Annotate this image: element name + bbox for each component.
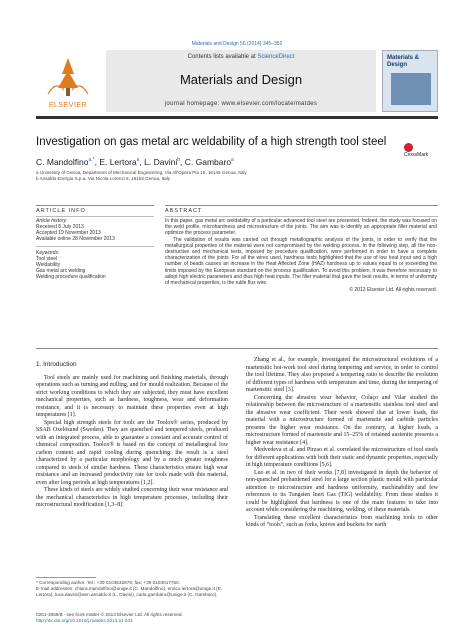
publication-info bbox=[36, 612, 336, 624]
elsevier-wordmark: ELSEVIER bbox=[48, 102, 88, 109]
affiliation: a University of Genoa, Department of Mechanical Engineering, Via All'Opera Pia 15, 16145 Genoa, Italy bbox=[36, 170, 247, 175]
keyword: Welding procedure qualification bbox=[36, 274, 106, 280]
history-received: Received 8 July 2013 bbox=[36, 224, 84, 230]
author-name[interactable]: C. Gambaro bbox=[184, 157, 232, 167]
body-p3: Medvedeva et al. and Pirzao et al. correlated the microstructure of tool steels for different applications with both their static and dynamic properties, especially in high temperature conditions [5,6]. bbox=[246, 447, 438, 468]
abstract-heading: ABSTRACT bbox=[165, 208, 203, 214]
info-rule-bottom bbox=[36, 216, 154, 217]
cover-title: Materials & Design bbox=[387, 55, 420, 68]
journal-banner bbox=[106, 50, 376, 112]
author-sup: a,* bbox=[88, 157, 95, 164]
article-info bbox=[36, 218, 154, 280]
sciencedirect-link[interactable]: ScienceDirect bbox=[257, 54, 295, 60]
abstract-p2: The validation of results was carried out through metallographic analysis of the joints, in order to verify that the metallurgical properties of the material were not compromised by the welding process. In the following step, all the non-destructive and mechanical tests, imposed by procedure qualification, were performed in order to have a complete characterization of the joints. For all the wires used, hardness tests highlighted that the use of low heat input and a high number of beads causes an increase in the Heat Affected Zone (HAZ) hardness up to values equal to or exceeding the limits imposed by the European standard on the process qualification. To avoid this problem, it was therefore necessary to adopt high electric parameters and thus high heat inputs. The filler material that gave the best results, in terms of uniformity of mechanical properties, is the rutile flux wire. bbox=[165, 236, 437, 287]
journal-homepage[interactable]: journal homepage: www.elsevier.com/locate/matdes bbox=[164, 101, 318, 107]
history-label: Article history: bbox=[36, 218, 68, 224]
contents-available: Contents lists available at ScienceDirect bbox=[187, 54, 295, 60]
journal-reference[interactable]: Materials and Design 56 (2014) 345–352 bbox=[191, 41, 283, 47]
intro-column bbox=[36, 361, 228, 510]
article-info-heading: ARTICLE INFO bbox=[36, 208, 86, 214]
keyword: Gas metal arc welding bbox=[36, 268, 86, 274]
crossmark-icon bbox=[404, 143, 413, 152]
history-accepted: Accepted 19 November 2013 bbox=[36, 230, 101, 236]
doi-link[interactable]: http://dx.doi.org/10.1016/j.matdes.2013.11.042 bbox=[36, 618, 133, 623]
intro-p2: Special high strength steels for tools are the Toolox® series, produced by SSAB Oxelösund (Sweden). They are quenched and tempered steels, produced with an integrated process, able to guarantee a constant and accurate control of chemical composition. Toolox® is based on the concept of metallurgical low carbon content and rapid cooling during quenching: the result is a steel characterized by a particular morphology and by a much greater toughness compared to steels of similar hardness. These characteristics ensure high wear resistance and an increased productivity rate for tools made with this material, even after long periods at high temperatures [1,2]. bbox=[36, 419, 228, 486]
abstract-p1: In this paper, gas metal arc weldability of a particular advanced tool steel are presented. Indeed, the study was focused on the weld profile, microhardness and microstructure of the joints. The aim was to identify an appropriate filler material and optimize the process parameter. bbox=[165, 218, 437, 237]
info-rule-top bbox=[36, 205, 154, 206]
journal-cover bbox=[382, 50, 438, 112]
corresponding-author: * Corresponding author. Tel.: +39 0103532879; fax: +39 0103017750. bbox=[36, 580, 181, 585]
elsevier-logo bbox=[36, 50, 100, 112]
journal-header bbox=[36, 50, 438, 122]
abstract-rule-top bbox=[165, 205, 438, 206]
author-name[interactable]: C. Mandolfino bbox=[36, 157, 89, 167]
abstract-rule-bottom bbox=[165, 216, 438, 217]
footnote-rule bbox=[36, 577, 96, 578]
author-emails[interactable]: E-mail addresses: chiara.mandolfino@unige.it (C. Mandolfino), enrico.lertora@unige.it (E. Lertora), luca.davini@aen.ansaldo.it (L. Davini), carla.gambaro@unige.it (C. Gambaro). bbox=[36, 586, 223, 597]
cover-image bbox=[391, 73, 431, 105]
abstract-rule-end bbox=[36, 348, 438, 349]
affiliations bbox=[36, 170, 366, 182]
keywords-label: Keywords: bbox=[36, 250, 60, 256]
keyword: Tool steel bbox=[36, 256, 58, 262]
author-name[interactable]: L. Davini bbox=[144, 157, 178, 167]
author-sup: a bbox=[231, 157, 234, 164]
header-rule bbox=[36, 116, 438, 119]
author-sup: a bbox=[136, 157, 140, 164]
author-list: C. Mandolfino$^{a,*}$, E. Lertora$^a$, L. Davini$^b$, C. Gambaro$^a$ bbox=[36, 157, 234, 167]
intro-p3: These kinds of steels are widely studied concerning their wear resistance and the mechanical characteristics in high temperature processes, including their microstructural modification [1,3–8]. bbox=[36, 487, 228, 508]
article-title: Investigation on gas metal arc weldability of a high strength tool steel bbox=[36, 136, 387, 148]
footnotes bbox=[36, 580, 228, 598]
body-p5: Translating these excellent characteristics from machining tools to other kinds of “tools”, such as forks, knives and buckets for earth bbox=[246, 514, 438, 528]
info-divider bbox=[36, 246, 154, 247]
keyword: Weldability bbox=[36, 262, 61, 268]
crossmark-badge[interactable] bbox=[404, 143, 438, 157]
journal-title: Materials and Design bbox=[179, 72, 303, 87]
affiliation: b Ansaldo Energia S.p.a, Via Nicola Lorenzi 8, 16152 Genoa, Italy bbox=[36, 176, 170, 181]
author-sup: b bbox=[177, 157, 181, 164]
crossmark-label: CrossMark bbox=[404, 152, 429, 158]
right-column bbox=[246, 357, 438, 530]
abstract-copyright: © 2013 Elsevier Ltd. All rights reserved. bbox=[349, 287, 437, 294]
body-p4: Luo et al. in two of their works [7,8] investigated in depth the behavior of non-quenched prehardened steel for a large section plastic mould with particular attention to microstructure and hardness uniformity, machinability and few references to its Tungsten Inert Gas (TIG) weldability. From these studies it could be highlighted that hardness is one of the main features to take into account while considering the machining, welding, of these materials. bbox=[246, 469, 438, 513]
author-name[interactable]: E. Lertora bbox=[99, 157, 137, 167]
history-online: Available online 28 November 2013 bbox=[36, 236, 115, 242]
body-p2: Concerning the abrasive wear behavior, Colaço and Vilar studied the relationship between the microstructure of a martensitic stainless tool steel and the abrasive wear coefficient. Their work showed that at lower loads, the material with a microstructure formed of martensite and carbide particles presents the higher wear resistance. On the contrary, at higher loads, a microstructure formed of martensite and 15–25% of retained austenite presents a higher wear resistance [4]. bbox=[246, 394, 438, 446]
issn-line: 0261-3069/$ - see front matter © 2013 Elsevier Ltd. All rights reserved. bbox=[36, 612, 183, 617]
abstract-body bbox=[165, 218, 437, 293]
intro-p1: Tool steels are mainly used for machining and finishing materials, through operations such as turning and milling, and for mould realization. Because of the strict working conditions to which they are subjected, they must have excellent mechanical properties, such as hardness, toughness, wear and deformation resistance, and it is necessary to maintain these properties even at high temperatures [1]. bbox=[36, 374, 228, 418]
body-p1: Zhang et al., for example, investigated the microstructural evolutions of a martensitic hot-work tool steel during tempering and service, in order to control the tool lifetime. They also proposed a tempering ratio to describe the evolution of different types of hardness with temperature and time, during the tempering of martensitic steel [3]. bbox=[246, 357, 438, 393]
intro-heading: 1. Introduction bbox=[36, 361, 77, 368]
